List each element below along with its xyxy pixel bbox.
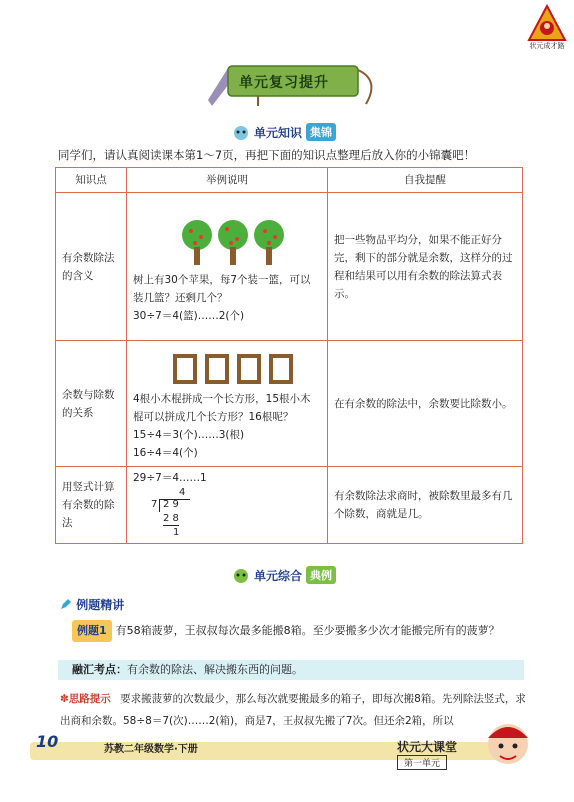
mascot-icon xyxy=(478,716,538,780)
combo-heading xyxy=(232,566,336,584)
table-row xyxy=(56,341,523,467)
hint-text: 要求搬菠萝的次数最少，那么每次就要搬最多的箱子，即每次搬8箱。先列除法竖式，求出商和余数。58÷8＝7(次)……2(箱)，商是7，王叔叔先搬了7次。但还余2箱，所以 xyxy=(60,693,526,727)
example-equation: 15÷4＝3(个)……3(根) xyxy=(133,428,245,441)
banner-title: 单元复习提升 xyxy=(239,75,329,91)
knowledge-title: 单元知识 xyxy=(254,125,303,140)
row-remind: 在有余数的除法中，余数要比除数小。 xyxy=(328,341,523,467)
table-row xyxy=(56,467,523,544)
example-equation: 16÷4＝4(个) xyxy=(133,446,198,459)
division-divisor: 7 xyxy=(151,499,158,510)
row-example xyxy=(127,193,328,341)
stick-rectangles-icon xyxy=(171,352,321,386)
mascot-icon xyxy=(232,124,250,140)
row-example xyxy=(127,341,328,467)
division-product: 2 8 xyxy=(163,513,179,524)
example-equation: 29÷7＝4……1 xyxy=(133,472,207,484)
logo-text: 状元成才路 xyxy=(529,42,565,50)
fusion-label: 融汇考点： xyxy=(72,663,127,676)
division-remainder: 1 xyxy=(173,527,180,538)
combo-title: 单元综合 xyxy=(254,568,303,583)
brand-name: 状元大课堂 xyxy=(397,740,458,754)
combo-tag: 典例 xyxy=(306,566,336,584)
page-number: 10 xyxy=(36,732,59,751)
table-row xyxy=(56,193,523,341)
intro-text: 同学们，请认真阅读课本第1～7页，再把下面的知识点整理后放入你的小锦囊吧！ xyxy=(58,148,476,162)
fusion-text: 有余数的除法、解决搬东西的问题。 xyxy=(127,663,303,676)
example-tag: 例题1 xyxy=(72,620,112,642)
book-title: 苏教二年级数学·下册 xyxy=(104,744,198,755)
hint-block xyxy=(60,688,526,732)
row-remind: 把一些物品平均分，如果不能正好分完，剩下的部分就是余数，这样分的过程和结果可以用有余数的除法算式表示。 xyxy=(328,193,523,341)
fusion-points xyxy=(58,660,524,680)
knowledge-tag: 集锦 xyxy=(306,123,336,141)
header-remind: 自我提醒 xyxy=(328,168,523,193)
brand-logo xyxy=(525,4,569,52)
examples-heading xyxy=(60,596,124,613)
knowledge-heading xyxy=(232,123,336,141)
hint-label xyxy=(60,693,111,705)
division-dividend: 2 9 xyxy=(163,499,179,510)
example-problem: 树上有30个苹果，每7个装一篮，可以装几篮？还剩几个？ xyxy=(133,273,311,304)
header-point: 知识点 xyxy=(56,168,127,193)
example-text: 有58箱菠萝，王叔叔每次最多能搬8箱。至少要搬多少次才能搬完所有的菠萝？ xyxy=(115,624,500,637)
knowledge-table xyxy=(55,167,523,544)
pencil-icon xyxy=(60,598,72,610)
unit-label: 第一单元 xyxy=(397,755,447,770)
example-1 xyxy=(72,620,528,642)
long-division xyxy=(151,487,231,541)
examples-heading-label: 例题精讲 xyxy=(76,598,125,612)
example-problem: 4根小木棍拼成一个长方形，15根小木棍可以拼成几个长方形？16根呢？ xyxy=(133,392,311,423)
row-point: 余数与除数的关系 xyxy=(56,341,127,467)
header-example: 举例说明 xyxy=(127,168,328,193)
row-remind: 有余数除法求商时，被除数里最多有几个除数，商就是几。 xyxy=(328,467,523,544)
flower-icon: ✽ xyxy=(60,693,69,705)
apple-trees-icon xyxy=(179,217,321,267)
row-point: 有余数除法的含义 xyxy=(56,193,127,341)
mascot-icon xyxy=(232,567,250,583)
division-quotient: 4 xyxy=(179,487,186,498)
example-equation: 30÷7＝4(篮)……2(个) xyxy=(133,309,245,322)
row-point: 用竖式计算有余数的除法 xyxy=(56,467,127,544)
row-example xyxy=(127,467,328,544)
hint-label-text: 思路提示 xyxy=(68,693,111,705)
